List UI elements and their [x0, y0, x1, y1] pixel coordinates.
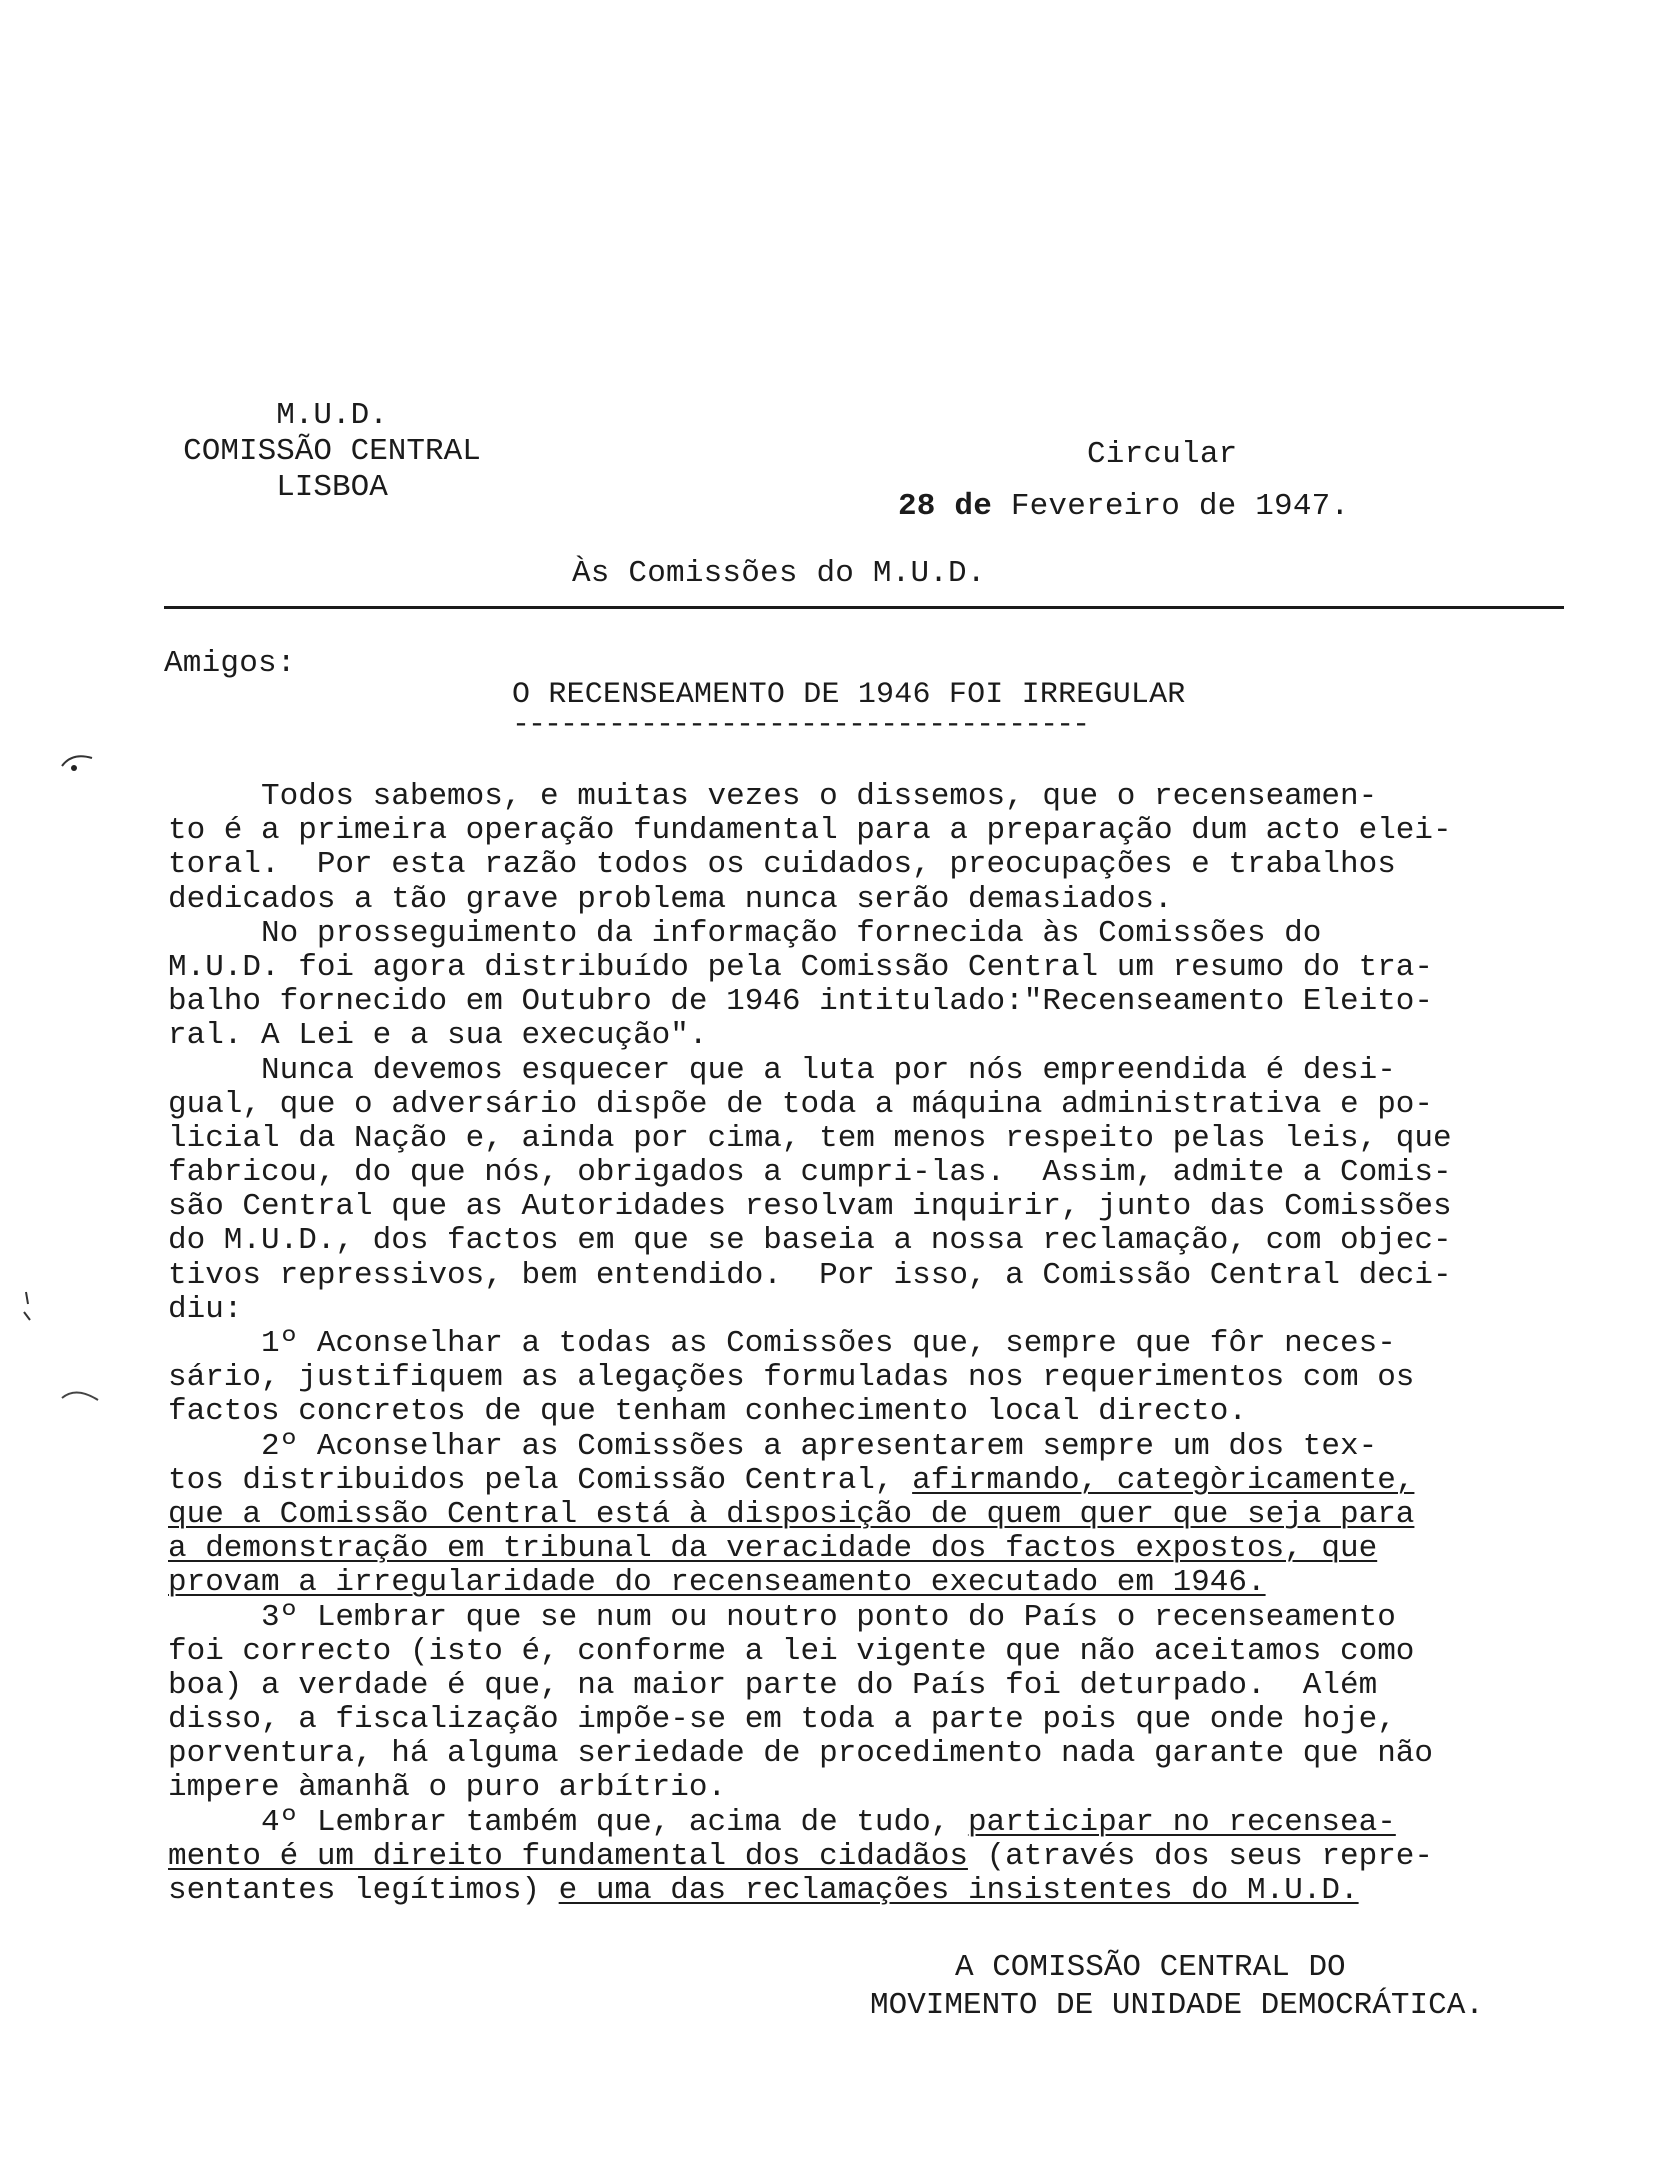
body-line-4: dedicados a tão grave problema nunca serão demasiados.: [168, 881, 1173, 917]
body-line-25: 3º Lembrar que se num ou noutro ponto do País o recenseamento: [168, 1599, 1396, 1635]
body-line-32: [168, 1840, 1608, 1874]
body-line-23: a demonstração em tribunal da veracidade dos factos expostos, que: [168, 1531, 1378, 1567]
date-day: 28 de: [898, 489, 993, 524]
body-line-3: toral. Por esta razão todos os cuidados, preocupações e trabalhos: [168, 847, 1396, 883]
signature-line-2: MOVIMENTO DE UNIDADE DEMOCRÁTICA.: [870, 1988, 1484, 2023]
body-line-18: sário, justifiquem as alegações formuladas nos requerimentos com os: [168, 1360, 1415, 1396]
body-line-6: M.U.D. foi agora distribuído pela Comissão Central um resumo do tra-: [168, 949, 1434, 985]
body-line-8: ral. A Lei e a sua execução".: [168, 1018, 708, 1054]
signature-block: [870, 1949, 1484, 2025]
body-line-31: [168, 1806, 1608, 1840]
body-line-32-plain: (através dos seus repre-: [967, 1838, 1434, 1874]
addressee-line: Às Comissões do M.U.D.: [572, 556, 986, 591]
body-line-30: impere àmanhã o puro arbítrio.: [168, 1770, 727, 1806]
margin-tick-icon: [18, 1290, 38, 1324]
salutation: Amigos:: [164, 646, 296, 681]
document-date: [898, 490, 1349, 524]
body-line-32-underlined: mento é um direito fundamental dos cidadãos: [168, 1838, 968, 1874]
org-line-2: COMISSÃO CENTRAL: [183, 434, 481, 469]
body-line-9: Nunca devemos esquecer que a luta por nós empreendida é desi-: [168, 1052, 1396, 1088]
body-line-19: factos concretos de que tenham conhecimento local directo.: [168, 1394, 1247, 1430]
body-line-21-plain: tos distribuidos pela Comissão Central,: [168, 1462, 913, 1498]
header-divider: [164, 606, 1564, 609]
margin-mark-icon: [58, 748, 102, 778]
body-line-21: [168, 1464, 1608, 1498]
organization-header: [162, 398, 502, 506]
body-line-26: foi correcto (isto é, conforme a lei vigente que não aceitamos como: [168, 1633, 1415, 1669]
body-line-24: provam a irregularidade do recenseamento executado em 1946.: [168, 1565, 1266, 1601]
body-line-33-underlined: e uma das reclamações insistentes do M.U.D.: [558, 1873, 1359, 1908]
title-underline-dashes: ------------------------------------: [512, 708, 1089, 742]
body-line-16: diu:: [168, 1291, 243, 1327]
document-type: Circular: [1087, 437, 1238, 472]
body-line-28: disso, a fiscalização impõe-se em toda a parte pois que onde hoje,: [168, 1702, 1396, 1738]
body-line-15: tivos repressivos, bem entendido. Por isso, a Comissão Central deci-: [168, 1257, 1452, 1293]
body-line-1: Todos sabemos, e muitas vezes o dissemos, que o recenseamen-: [168, 779, 1378, 814]
body-line-33-plain: sentantes legítimos): [168, 1873, 559, 1908]
body-line-22: que a Comissão Central está à disposição de quem quer que seja para: [168, 1496, 1415, 1532]
signature-line-1: A COMISSÃO CENTRAL DO: [955, 1950, 1346, 1985]
body-line-2: to é a primeira operação fundamental para a preparação dum acto elei-: [168, 813, 1452, 849]
body-line-7: balho fornecido em Outubro de 1946 intitulado:"Recenseamento Eleito-: [168, 984, 1434, 1020]
org-line-3: LISBOA: [276, 470, 388, 505]
body-line-33: [168, 1874, 1608, 1908]
body-line-10: gual, que o adversário dispõe de toda a máquina administrativa e po-: [168, 1086, 1434, 1122]
circular-title: O RECENSEAMENTO DE 1946 FOI IRREGULAR: [512, 678, 1186, 712]
org-line-1: M.U.D.: [276, 398, 388, 433]
body-line-5: No prosseguimento da informação fornecida às Comissões do: [168, 915, 1322, 951]
body-line-17: 1º Aconselhar a todas as Comissões que, sempre que fôr neces-: [168, 1326, 1396, 1361]
body-line-21-underlined: afirmando, categòricamente,: [912, 1462, 1415, 1498]
body-line-27: boa) a verdade é que, na maior parte do País foi deturpado. Além: [168, 1667, 1378, 1703]
body-line-14: do M.U.D., dos factos em que se baseia a nossa reclamação, com objec-: [168, 1223, 1452, 1259]
body-line-31-underlined: participar no recensea-: [967, 1804, 1396, 1840]
margin-curve-icon: [58, 1384, 102, 1408]
body-line-31-plain: 4º Lembrar também que, acima de tudo,: [168, 1804, 968, 1840]
body-line-29: porventura, há alguma seriedade de procedimento nada garante que não: [168, 1736, 1434, 1772]
circular-body: [168, 780, 1608, 1908]
date-rest: Fevereiro de 1947.: [992, 489, 1350, 524]
body-line-11: licial da Nação e, ainda por cima, tem menos respeito pelas leis, que: [168, 1120, 1452, 1156]
body-line-12: fabricou, do que nós, obrigados a cumpri-las. Assim, admite a Comis-: [168, 1155, 1452, 1191]
body-line-20: 2º Aconselhar as Comissões a apresentarem sempre um dos tex-: [168, 1428, 1378, 1464]
body-line-13: são Central que as Autoridades resolvam inquirir, junto das Comissões: [168, 1189, 1452, 1225]
